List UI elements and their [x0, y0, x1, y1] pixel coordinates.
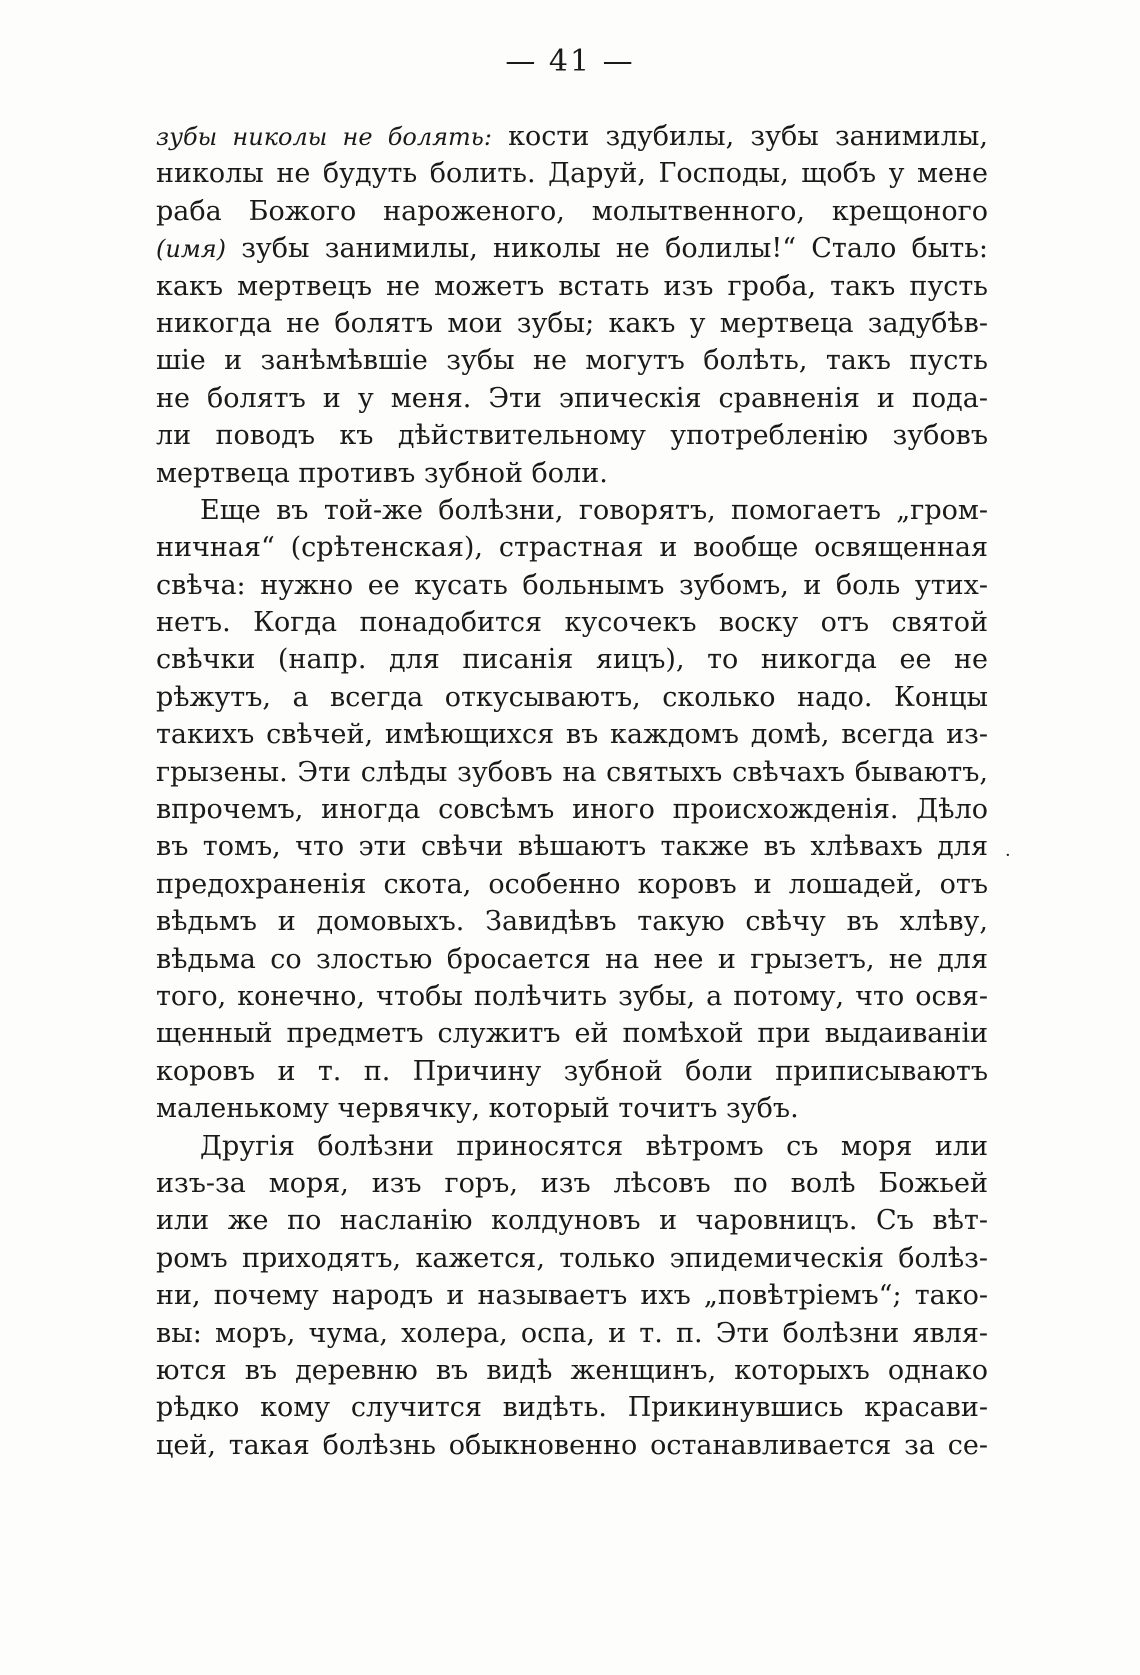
text-line: маленькому червячку, который точитъ зубъ.	[156, 1093, 799, 1125]
text-line: предохраненія скота, особенно коровъ и лошадей, отъ	[156, 868, 988, 900]
text-line: Другія болѣзни приносятся вѣтромъ съ моря или	[200, 1130, 988, 1162]
text-line: не болятъ и у меня. Эти эпическія сравненія и пода-	[156, 382, 988, 414]
text-line: вѣдьмъ и домовыхъ. Завидѣвъ такую свѣчу въ хлѣву,	[156, 906, 988, 938]
page-number: — 41 —	[505, 44, 635, 79]
paragraph-2	[156, 492, 988, 1128]
text-line: никогда не болятъ мои зубы; какъ у мертвеца задубѣв-	[156, 307, 988, 339]
text-line: рѣдко кому случится видѣть. Прикинувшись красави-	[156, 1392, 988, 1424]
print-speck: ·	[1005, 845, 1011, 866]
text-span: кости здубилы, зубы занимилы,	[508, 121, 988, 152]
body-text	[156, 118, 988, 1464]
text-line: коровъ и т. п. Причину зубной боли приписываютъ	[156, 1055, 988, 1087]
text-line: Еще въ той-же болѣзни, говорятъ, помогаетъ „гром-	[200, 494, 988, 526]
text-span: зубы занимилы, николы не болилы!“ Стало быть:	[241, 233, 988, 265]
text-line: рѣжутъ, а всегда откусываютъ, сколько надо. Концы	[156, 681, 988, 713]
text-line: ромъ приходятъ, кажется, только эпидемическія болѣз-	[156, 1242, 988, 1274]
text-line: свѣчки (напр. для писанія яицъ), то никогда ее не	[156, 644, 988, 676]
text-line: изъ-за моря, изъ горъ, изъ лѣсовъ по волѣ Божьей	[156, 1167, 988, 1199]
text-line: въ томъ, что эти свѣчи вѣшаютъ также въ хлѣвахъ для	[156, 831, 988, 863]
paragraph-3	[156, 1128, 988, 1465]
text-line	[156, 230, 988, 267]
text-line: николы не будуть болить. Даруй, Господы, щобъ у мене	[156, 158, 988, 190]
text-line: ли поводъ къ дѣйствительному употребленію зубовъ	[156, 420, 988, 452]
text-line: мертвеца противъ зубной боли.	[156, 457, 608, 489]
text-line	[156, 118, 988, 155]
text-line: ются въ деревню въ видѣ женщинъ, которыхъ однако	[156, 1354, 988, 1386]
text-line: шіе и занѣмѣвшіе зубы не могутъ болѣть, такъ пусть	[156, 345, 988, 377]
text-line: вѣдьма со злостью бросается на нее и грызетъ, не для	[156, 943, 988, 975]
text-line: грызены. Эти слѣды зубовъ на святыхъ свѣчахъ бываютъ,	[156, 756, 988, 788]
text-line: того, конечно, чтобы полѣчить зубы, а потому, что освя-	[156, 980, 988, 1012]
text-line: вы: моръ, чума, холера, оспа, и т. п. Эти болѣзни явля-	[156, 1317, 988, 1349]
text-line: такихъ свѣчей, имѣющихся въ каждомъ домѣ, всегда из-	[156, 719, 988, 751]
italic-phrase: (имя)	[156, 235, 226, 264]
text-line: щенный предметъ служитъ ей помѣхой при выдаиваніи	[156, 1018, 988, 1050]
text-line: ничная“ (срѣтенская), страстная и вообще освященная	[156, 532, 988, 564]
text-line: какъ мертвецъ не можетъ встать изъ гроба, такъ пусть	[156, 270, 988, 302]
text-line: нетъ. Когда понадобится кусочекъ воску отъ святой	[156, 607, 988, 639]
text-line: раба Божого нароженого, молытвенного, крещоного	[156, 195, 988, 227]
paragraph-1	[156, 118, 988, 492]
text-line: цей, такая болѣзнь обыкновенно останавливается за се-	[156, 1429, 988, 1461]
text-line: свѣча: нужно ее кусать больнымъ зубомъ, и боль утих-	[156, 569, 988, 601]
text-line: ни, почему народъ и называетъ ихъ „повѣтріемъ“; тако-	[156, 1280, 988, 1312]
text-line: или же по насланію колдуновъ и чаровницъ. Съ вѣт-	[156, 1205, 988, 1237]
text-line: впрочемъ, иногда совсѣмъ иного происхожденія. Дѣло	[156, 794, 988, 826]
italic-phrase: зубы николы не болять:	[156, 123, 492, 151]
